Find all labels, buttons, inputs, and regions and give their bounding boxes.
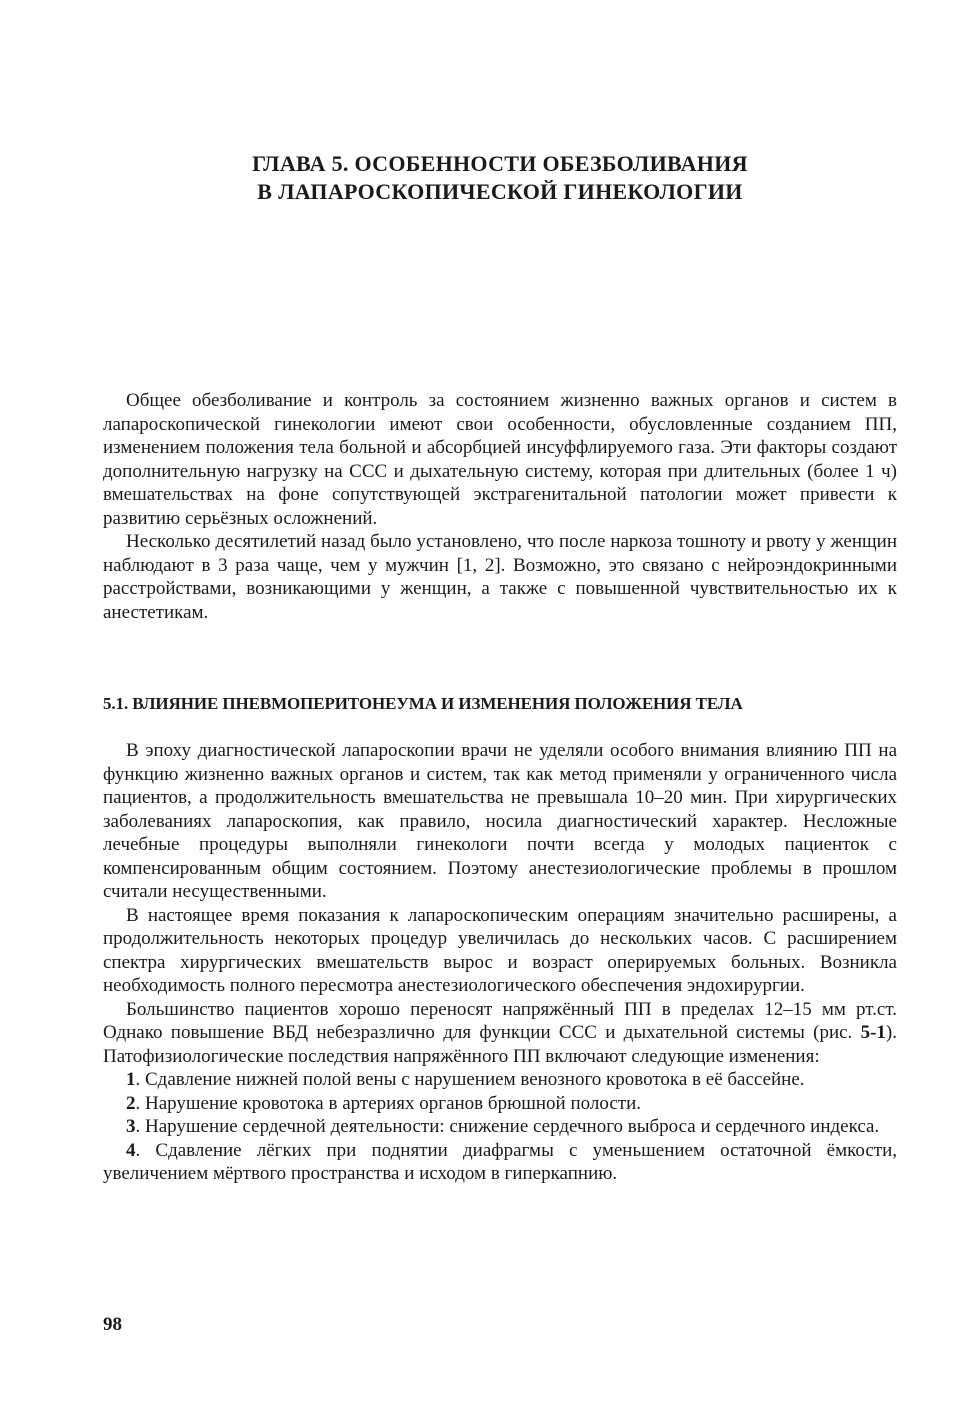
- chapter-title-line-1: ГЛАВА 5. ОСОБЕННОСТИ ОБЕЗБОЛИВАНИЯ: [252, 151, 748, 176]
- list-item-number: 4: [126, 1139, 136, 1161]
- list-item-text: . Нарушение кровотока в артериях органов брюшной полости.: [135, 1092, 642, 1114]
- section-body: [103, 739, 897, 1186]
- list-item: [103, 1092, 897, 1116]
- figure-reference: 5-1: [860, 1022, 886, 1043]
- page-number: 98: [103, 1314, 122, 1335]
- paragraph-3-text-after: ). Патофизиологические последствия напряжённого ПП включают следующие изменения:: [103, 1022, 897, 1067]
- chapter-title: [103, 150, 897, 206]
- section-heading: 5.1. ВЛИЯНИЕ ПНЕВМОПЕРИТОНЕУМА И ИЗМЕНЕНИЯ ПОЛОЖЕНИЯ ТЕЛА: [103, 694, 743, 713]
- list-item: [103, 1068, 897, 1092]
- list-item: [103, 1139, 897, 1186]
- list-item-text: . Сдавление лёгких при поднятии диафрагмы с уменьшением остаточной ёмкости, увеличением мёртвого пространства и исходом в гиперкапнию.: [103, 1139, 897, 1184]
- document-page: [103, 0, 897, 1417]
- list-item-number: 1: [126, 1069, 136, 1090]
- list-item-number: 3: [126, 1116, 136, 1137]
- section-paragraph-1: В эпоху диагностической лапароскопии врачи не уделяли особого внимания влиянию ПП на функцию жизненно важных органов и систем, так как метод применяли у ограниченного числа пациентов, а продолжительность вмешательства не превышала 10–20 мин. При хирургических заболеваниях лапароскопия, как правило, носила диагностический характер. Несложные лечебные процедуры выполняли гинекологи почти всегда у молодых пациенток с компенсированным общим состоянием. Поэтому анестезиологические проблемы в прошлом считали несущественными.: [103, 740, 897, 902]
- list-item-text: . Нарушение сердечной деятельности: снижение сердечного выброса и сердечного индекса.: [135, 1116, 880, 1137]
- list-item: [103, 1115, 897, 1139]
- list-item-text: . Сдавление нижней полой вены с нарушением венозного кровотока в её бассейне.: [135, 1069, 805, 1090]
- paragraph-3-text-before: Большинство пациентов хорошо переносят напряжённый ПП в пределах 12–15 мм рт.ст. Однако повышение ВБД небезразлично для функции ССС и дыхательной системы (рис.: [103, 998, 897, 1043]
- intro-paragraph-2: Несколько десятилетий назад было установлено, что после наркоза тошноту и рвоту у женщин наблюдают в 3 раза чаще, чем у мужчин [1, 2]. Возможно, это связано с нейроэндокринными расстройствами, возникающими у женщин, а также с повышенной чувствительностью их к анестетикам.: [103, 531, 897, 623]
- intro-paragraph-1: Общее обезболивание и контроль за состоянием жизненно важных органов и систем в лапароскопической гинекологии имеют свои особенности, обусловленные созданием ПП, изменением положения тела больной и абсорбцией инсуффлируемого газа. Эти факторы создают дополнительную нагрузку на ССС и дыхательную систему, которая при длительных (более 1 ч) вмешательствах на фоне сопутствующей экстрагенитальной патологии может привести к развитию серьёзных осложнений.: [103, 390, 897, 529]
- section-paragraph-2: В настоящее время показания к лапароскопическим операциям значительно расширены, а продолжительность некоторых процедур увеличилась до нескольких часов. С расширением спектра хирургических вмешательств вырос и возраст оперируемых больных. Возникла необходимость полного пересмотра анестезиологического обеспечения эндохирургии.: [103, 904, 897, 996]
- section-paragraph-3: [103, 998, 897, 1069]
- intro-text: [103, 389, 897, 624]
- list-item-number: 2: [126, 1092, 136, 1114]
- chapter-title-line-2: В ЛАПАРОСКОПИЧЕСКОЙ ГИНЕКОЛОГИИ: [257, 179, 743, 204]
